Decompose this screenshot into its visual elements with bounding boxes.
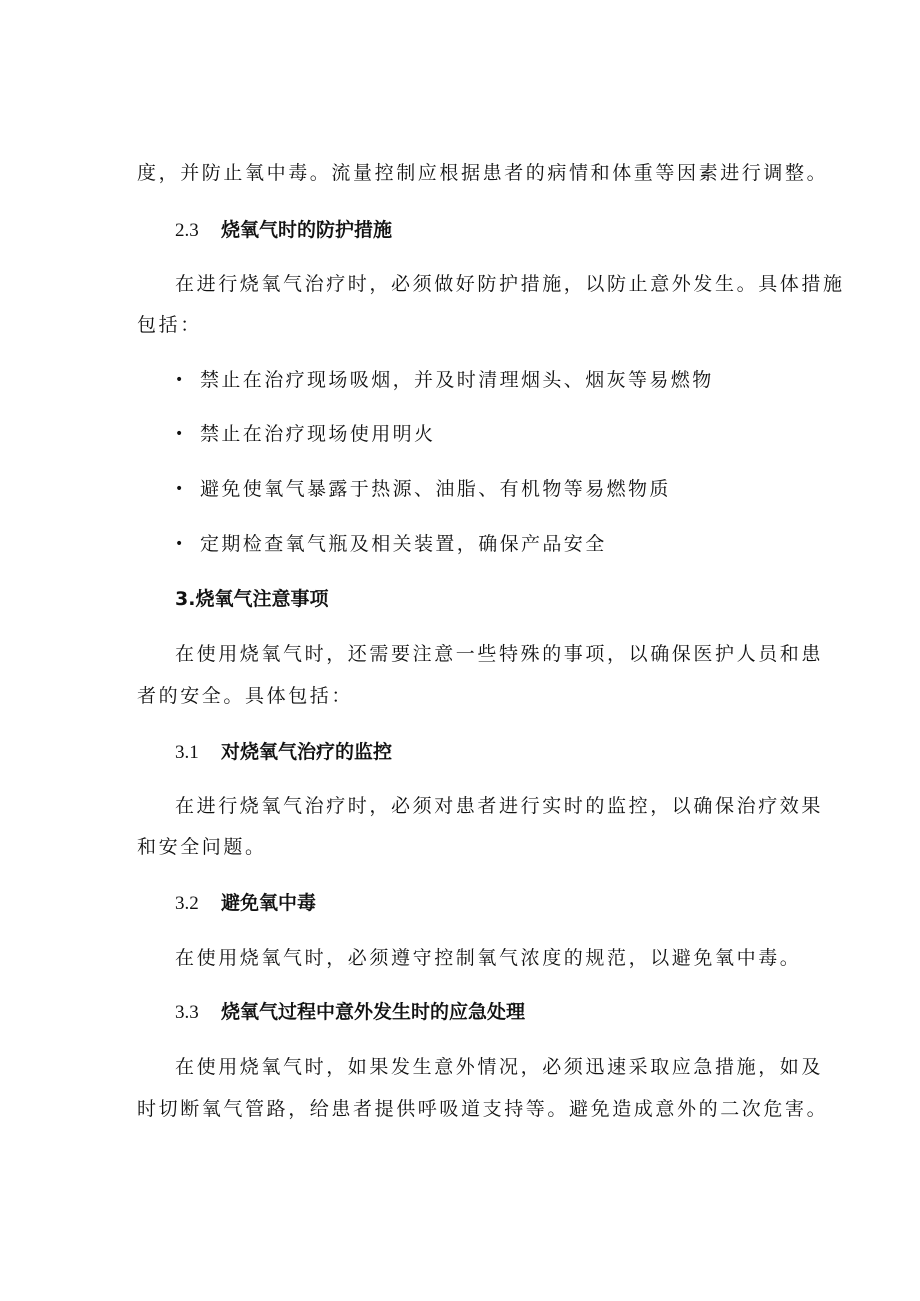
section-number: 2.3 (175, 220, 199, 241)
section-title: 烧氧气时的防护措施 (221, 219, 393, 241)
section-number: 3.2 (175, 893, 199, 914)
paragraph-line: 和安全问题。 (137, 836, 267, 858)
section-title: 避免氧中毒 (221, 892, 317, 914)
bullet-icon: • (175, 536, 186, 552)
section-heading-3-1 (175, 739, 392, 766)
paragraph-line: 者的安全。具体包括： (137, 685, 354, 707)
paragraph-line: 在进行烧氧气治疗时，必须对患者进行实时的监控，以确保治疗效果 (175, 795, 824, 817)
list-item-text: 定期检查氧气瓶及相关装置，确保产品安全 (200, 533, 607, 555)
section-title: 烧氧气过程中意外发生时的应急处理 (221, 1001, 526, 1023)
section-heading-3-3 (175, 999, 525, 1026)
bullet-icon: • (175, 372, 186, 388)
section-heading-3-2 (175, 890, 316, 917)
list-item (175, 421, 435, 448)
list-item-text: 禁止在治疗现场使用明火 (200, 423, 436, 445)
section-number: 3.1 (175, 742, 199, 763)
paragraph-line: 在使用烧氧气时，还需要注意一些特殊的事项，以确保医护人员和患 (175, 643, 824, 665)
bullet-icon: • (175, 426, 186, 442)
paragraph-line: 包括： (137, 314, 202, 336)
list-item (175, 367, 714, 394)
bullet-icon: • (175, 481, 186, 497)
list-item (175, 476, 671, 503)
list-item (175, 531, 607, 558)
section-title: 3.烧氧气注意事项 (175, 588, 329, 610)
section-title: 对烧氧气治疗的监控 (221, 741, 393, 763)
section-number: 3.3 (175, 1002, 199, 1023)
section-heading-2-3 (175, 217, 392, 244)
list-item-text: 避免使氧气暴露于热源、油脂、有机物等易燃物质 (200, 478, 671, 500)
paragraph-line: 在使用烧氧气时，必须遵守控制氧气浓度的规范，以避免氧中毒。 (175, 947, 802, 969)
paragraph-continuation: 度，并防止氧中毒。流量控制应根据患者的病情和体重等因素进行调整。 (137, 162, 829, 184)
paragraph-line: 时切断氧气管路，给患者提供呼吸道支持等。避免造成意外的二次危害。 (137, 1098, 829, 1120)
paragraph-line: 在使用烧氧气时，如果发生意外情况，必须迅速采取应急措施，如及 (175, 1056, 824, 1078)
list-item-text: 禁止在治疗现场吸烟，并及时清理烟头、烟灰等易燃物 (200, 369, 714, 391)
section-heading-3 (175, 586, 328, 613)
paragraph-line: 在进行烧氧气治疗时，必须做好防护措施，以防止意外发生。具体措施 (175, 273, 845, 295)
